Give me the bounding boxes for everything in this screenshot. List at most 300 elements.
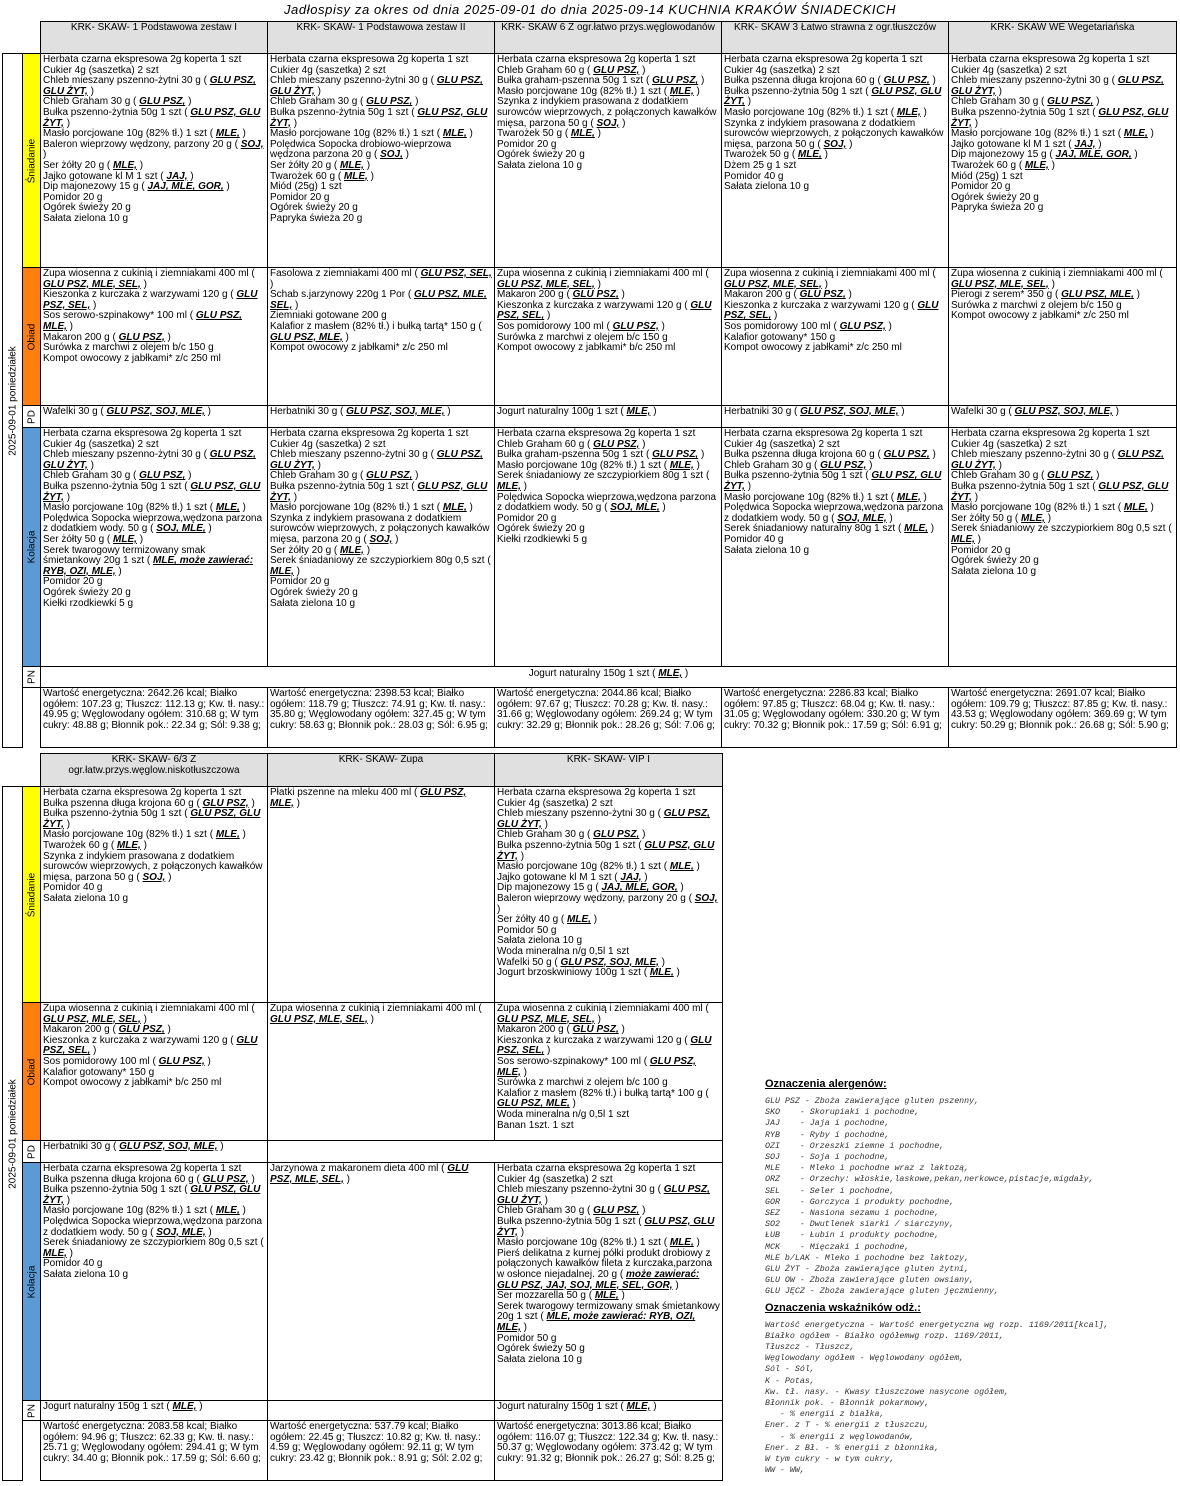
menu-item: Cukier 4g (saszetka) 2 szt [497,797,613,809]
menu-item: Pomidor 20 g [951,181,1011,193]
menu-item: Sałata zielona 10 g [497,935,583,947]
allergen-codes: SOJ, [240,138,264,150]
allergen-codes: MLE, [43,1247,67,1259]
menu-item: Herbatniki 30 g ( GLU PSZ, SOJ, MLE, ) [724,406,905,417]
allergen-codes: SOJ, MLE, [156,523,206,535]
menu-cell [495,787,723,1003]
menu-item: Bułka pszenno-żytnia 50g 1 szt ( GLU PSZ, GLU ŻYT, ) [270,480,488,503]
allergen-codes: GLU PSZ, SEL, [420,268,492,279]
menu-item: Chleb Graham 60 g ( GLU PSZ, ) [497,438,646,450]
menu-item: Sałata zielona 10 g [497,1353,583,1365]
allergen-codes: GLU PSZ, MLE, [1061,289,1134,301]
menu-item: Herbata czarna ekspresowa 2g koperta 1 szt [43,787,242,798]
menu-item: Bułka pszenno-żytnia 50g 1 szt ( GLU PSZ, GLU ŻYT, ) [497,839,715,862]
menu-item: Serek twarogowy termizowany smak śmietankowy 20g 1 szt ( MLE, może zawierać: RYB, OZI, MLE, ) [43,544,254,577]
allergen-codes: GLU PSZ, [572,1024,619,1036]
menu-cell [722,54,949,268]
menu-item: Ogórek świeży 20 g [43,202,131,214]
menu-item: Bułka pszenno-żytnia 50g 1 szt ( GLU PSZ, GLU ŻYT, ) [43,1184,261,1206]
allergen-codes: JAJ, [1074,138,1096,150]
menu-item: Kieszonka z kurczaka z warzywami 120 g ( GLU PSZ, SEL, ) [43,289,258,311]
allergen-codes: GLU PSZ, MLE, SEL, [270,1163,469,1185]
nutrition-cell: Wartość energetyczna: 2083.58 kcal; Białko ogółem: 94.96 g; Tłuszcz: 62.33 g; Kw. tł. nasy.: 25.71 g; Węglowodany ogółem: 294.41 g; W tym cukry: 34.40 g; Błonnik pok.: 17.59 g; Sól: 6.60 g; [41,1421,268,1481]
menu-item: Bułka pszenno-żytnia 50g 1 szt ( GLU PSZ, GLU ŻYT, ) [724,470,942,492]
menu-item: Cukier 4g (saszetka) 2 szt [43,438,159,450]
meal-row-pd [3,406,1177,428]
meal-label-pn: PN [23,1401,41,1421]
menu-item: Chleb mieszany pszenno-żytni 30 g ( GLU PSZ, GLU ŻYT, ) [497,808,710,830]
menu-item: Pomidor 40 g [724,170,784,182]
allergen-codes: GLU PSZ, GLU ŻYT, [497,808,710,830]
menu-item: Pomidor 20 g [43,576,103,588]
menu-item: Sos pomidorowy 100 ml ( GLU PSZ, ) [724,320,892,332]
menu-table-2 [2,753,723,1481]
meal-row-pd [3,1141,723,1163]
menu-item: Pomidor 50 g [497,924,557,936]
nutrition-cell: Wartość energetyczna: 537.79 kcal; Białko ogółem: 22.45 g; Tłuszcz: 10.82 g; Kw. tł. nasy.: 4.59 g; Węglowodany ogółem: 92.11 g; W tym cukry: 23.42 g; Błonnik pok.: 8.91 g; Sól: 2.02 g; [268,1421,495,1481]
allergen-codes: GLU PSZ, MLE, SEL, [951,278,1049,290]
menu-item: Ogórek świeży 50 g [497,1343,585,1355]
menu-item: Kompot owocowy z jabłkami* z/c 250 ml [724,342,902,354]
meal-label-kolacja: Kolacja [23,1163,41,1401]
menu-item: Miód (25g) 1 szt [951,170,1023,182]
menu-item: Bułka pszenna długa krojona 60 g ( GLU PSZ, ) [724,449,936,461]
menu-item: Pierogi z serem* 350 g ( GLU PSZ, MLE, ) [951,289,1140,301]
menu-item: Szynka z indykiem prasowana z dodatkiem surowców wieprzowych, z połączonych kawałków mięsa, parzona 20 g ( SOJ, ) [270,512,490,545]
menu-cell [268,1163,495,1401]
menu-item: Chleb mieszany pszenno-żytni 30 g ( GLU PSZ, GLU ŻYT, ) [951,75,1164,97]
menu-item: Cukier 4g (saszetka) 2 szt [724,64,840,76]
menu-item: Masło porcjowane 10g (82% tł.) 1 szt ( MLE, ) [43,128,246,140]
allergen-codes: MLE, [172,1401,197,1412]
menu-item: Wafelki 50 g ( GLU PSZ, SOJ, MLE, ) [497,956,666,968]
menu-item: Bułka pszenno-żytnia 50g 1 szt ( GLU PSZ, GLU ŻYT, ) [724,85,942,108]
allergen-codes: GLU PSZ, GLU ŻYT, [43,75,256,97]
date-cell [3,54,23,748]
allergen-codes: MLE, [567,914,591,926]
menu-item: Bułka pszenno-żytnia 50g 1 szt ( GLU PSZ, GLU ŻYT, ) [951,106,1169,129]
allergen-codes: GLU PSZ, [118,1024,165,1036]
menu-item: Sałata zielona 10 g [724,544,810,556]
menu-item: Wafelki 30 g ( GLU PSZ, SOJ, MLE, ) [43,406,212,417]
allergen-codes: GLU PSZ, SOJ, MLE, [1014,406,1113,417]
menu-item: Masło porcjowane 10g (82% tł.) 1 szt ( MLE, ) [497,459,700,471]
meal-row-kolacja [3,1163,723,1401]
menu-item: Pierś delikatna z kurnej półki produkt drobiowy z połączonych kawałków fileta z kurczaka,parzona w osłonce niejadalnej. 20 g ( może zawierać: GLU PSZ, JAJ, SOJ, MLE, SEL, GOR, ) [497,1247,713,1291]
menu-item: Szynka z indykiem prasowana z dodatkiem surowców wieprzowych, z połączonych kawałków mięsa, parzona 50 g ( SOJ, ) [43,850,263,883]
allergens-title: Oznaczenia alergenów: [765,1078,887,1090]
menu-item: Ogórek świeży 20 g [270,586,358,598]
allergen-codes: GLU PSZ, [1047,470,1094,482]
menu-item: Ogórek świeży 20 g [497,149,585,161]
allergen-codes: GLU PSZ, [366,470,413,482]
menu-item: Bułka pszenna długa krojona 60 g ( GLU PSZ, ) [43,1173,255,1185]
menu-item: Chleb Graham 30 g ( GLU PSZ, ) [270,470,419,482]
menu-item: Bułka pszenno-żytnia 50g 1 szt ( GLU PSZ, GLU ŻYT, ) [951,480,1169,503]
nutrition-cell: Wartość energetyczna: 2044.86 kcal; Białko ogółem: 97.67 g; Tłuszcz: 70.28 g; Kw. tł. nasy.: 31.66 g; Węglowodany ogółem: 269.24 g; W tym cukry: 32.29 g; Błonnik pok.: 28.26 g; Sól: 7.06 g; [495,688,722,748]
menu-item: Masło porcjowane 10g (82% tł.) 1 szt ( MLE, ) [951,502,1154,514]
allergen-codes: GLU PSZ, SEL, [43,289,258,311]
allergen-codes: MLE, [442,502,467,514]
allergen-codes: GLU PSZ, GLU ŻYT, [43,449,256,471]
menu-item: Ogórek świeży 20 g [43,586,131,598]
allergen-codes: MLE, [497,480,521,492]
menu-cell [495,1163,723,1401]
menu-cell [41,1003,268,1141]
menu-item: Kalafior z masłem (82% tł.) i bułką tartą* 150 g ( GLU PSZ, MLE, ) [270,320,482,343]
allergen-codes: MLE, może zawierać: RYB, OZI, MLE, [497,1311,696,1333]
menu-item: Zupa wiosenna z cukinią i ziemniakami 400 ml ( GLU PSZ, MLE, SEL, ) [43,268,255,290]
allergen-codes: MLE, [343,170,368,182]
menu-item: Surówka z marchwi z olejem b/c 150 g [43,342,214,354]
menu-item: Sałata zielona 10 g [43,1268,129,1280]
allergen-codes: GLU PSZ, GLU ŻYT, [497,839,715,862]
menu-item: Kalafior z masłem (82% tł.) i bułką tartą* 100 g ( GLU PSZ, MLE, ) [497,1087,709,1110]
allergen-codes: GLU PSZ, MLE, SEL, [270,289,487,311]
menu-item: Ser żółty 20 g ( MLE, ) [270,159,371,171]
menu-item: Pomidor 40 g [43,1258,103,1270]
allergen-codes: MLE, [1024,159,1049,171]
allergen-codes: SOJ, MLE, [610,502,660,514]
menu-item: Schab s.jarzynowy 220g 1 Por ( GLU PSZ, MLE, SEL, ) [270,289,487,311]
allergen-codes: SOJ, MLE, [837,512,887,524]
allergen-codes: GLU PSZ, GLU ŻYT, [270,75,483,97]
allergen-codes: GLU PSZ, MLE, SEL, [724,278,822,290]
menu-item: Papryka świeża 20 g [951,202,1044,214]
menu-item: Pomidor 40 g [43,882,103,894]
menu-item: Ogórek świeży 20 g [951,191,1039,203]
menu-cell [268,268,495,406]
menu-item: Herbata czarna ekspresowa 2g koperta 1 szt [497,1163,696,1174]
menu-item: Dżem 25 g 1 szt [724,159,797,171]
diet-header: KRK- SKAW- 1 Podstawowa zestaw I [41,22,268,54]
allergen-codes: JAJ, [166,170,188,182]
menu-item: Herbata czarna ekspresowa 2g koperta 1 szt [724,54,923,65]
menu-item: Ser żółty 50 g ( MLE, ) [951,512,1052,524]
menu-item: Bułka pszenna długa krojona 60 g ( GLU PSZ, ) [43,797,255,809]
menu-item: Twarożek 60 g ( MLE, ) [43,839,147,851]
diet-header: KRK- SKAW- 1 Podstawowa zestaw II [268,22,495,54]
menu-item: Kiełki rzodkiewki 5 g [497,533,588,545]
menu-item: Zupa wiosenna z cukinią i ziemniakami 400 ml ( GLU PSZ, MLE, SEL, ) [724,268,936,290]
meal-row-obiad [3,268,1177,406]
menu-item: Sałata zielona 10 g [43,892,129,904]
allergen-codes: GLU PSZ, GLU ŻYT, [270,480,488,503]
allergen-codes: MLE, [669,459,694,471]
menu-item: Dip majonezowy 15 g ( JAJ, MLE, GOR, ) [951,149,1138,161]
menu-item: Kalafior gotowany* 150 g [43,1066,155,1078]
menu-item: Zupa wiosenna z cukinią i ziemniakami 400 ml ( GLU PSZ, MLE, SEL, ) [951,268,1163,290]
menu-item: Dip majonezowy 15 g ( JAJ, MLE, GOR, ) [43,181,230,193]
menu-cell [268,428,495,667]
menu-item: Chleb Graham 30 g ( GLU PSZ, ) [724,459,873,471]
diet-header: KRK- SKAW- VIP I [495,754,723,787]
allergen-codes: MLE, [797,149,822,161]
allergen-codes: MLE, [669,861,694,873]
menu-cell [268,787,495,1003]
allergen-codes: MLE, [215,502,240,514]
meal-label-pn: PN [23,667,41,688]
nutrition-row [3,688,1177,748]
allergen-codes: GLU PSZ, [139,470,186,482]
allergen-codes: GLU PSZ, MLE, [43,310,242,332]
menu-cell [495,268,722,406]
allergen-codes: GLU PSZ, [883,449,930,461]
date-label: 2025-09-01 poniedziałek [7,345,18,456]
allergen-codes: GLU PSZ, [593,64,640,76]
allergen-codes: MLE, [340,544,364,556]
meal-row-pn [3,667,1177,688]
allergen-codes: GLU PSZ, [652,449,699,461]
menu-item: Cukier 4g (saszetka) 2 szt [951,64,1067,76]
menu-item: Ser żółty 50 g ( MLE, ) [43,533,144,545]
menu-item: Miód (25g) 1 szt [270,181,342,193]
menu-cell [268,1141,723,1163]
menu-item: Serek śniadaniowy naturalny 80g 1 szt ( MLE, ) [724,523,935,535]
meal-label-pd: PD [23,1141,41,1163]
menu-item: Kompot owocowy z jabłkami* z/c 250 ml [270,342,448,354]
menu-item: Ziemniaki gotowane 200 g [270,310,387,322]
menu-item: Pomidor 50 g [497,1332,557,1344]
allergen-codes: GLU PSZ, MLE, [497,1055,696,1078]
menu-item: Bułka pszenna długa krojona 60 g ( GLU PSZ, ) [724,75,936,87]
menu-item: Jogurt naturalny 150g 1 szt ( MLE, ) [497,1401,657,1412]
menu-item: Bułka pszenno-żytnia 50g 1 szt ( GLU PSZ, GLU ŻYT, ) [43,480,261,503]
menu-item: Twarożek 50 g ( MLE, ) [724,149,828,161]
allergen-codes: GLU PSZ, GLU ŻYT, [43,808,261,830]
allergen-codes: GLU PSZ, [202,1173,249,1185]
meal-row-pn [3,1401,723,1421]
menu-item: Herbata czarna ekspresowa 2g koperta 1 szt [951,54,1150,65]
menu-item: Makaron 200 g ( GLU PSZ, ) [497,1024,625,1036]
menu-item: Chleb Graham 30 g ( GLU PSZ, ) [43,96,192,108]
menu-item: Zupa wiosenna z cukinią i ziemniakami 400 ml ( GLU PSZ, MLE, SEL, ) [497,268,709,290]
menu-item: Herbata czarna ekspresowa 2g koperta 1 szt [497,428,696,439]
menu-item: Banan 1szt. 1 szt [497,1119,574,1131]
allergen-codes: SOJ, [369,533,393,545]
menu-item: Twarożek 60 g ( MLE, ) [270,170,374,182]
menu-item: Polędwica Sopocka wieprzowa,wędzona parzona z dodatkiem wody. 50 g ( SOJ, MLE, ) [43,1215,263,1238]
menu-item: Woda mineralna n/g 0,5l 1 szt [497,945,630,957]
menu-cell [41,406,268,428]
allergen-codes: GLU PSZ, SOJ, MLE, [106,406,205,417]
menu-item: Pomidor 20 g [497,512,557,524]
allergen-codes: MLE, [215,829,240,841]
menu-item: Chleb mieszany pszenno-żytni 30 g ( GLU PSZ, GLU ŻYT, ) [497,1184,710,1206]
diet-header: KRK- SKAW WE Wegetariańska [949,22,1177,54]
menu-item: Bułka pszenno-żytnia 50g 1 szt ( GLU PSZ, GLU ŻYT, ) [43,106,261,129]
allergen-codes: MLE, [1123,128,1148,140]
diet-header: KRK- SKAW- Zupa [268,754,495,787]
allergen-codes: MLE, [570,128,595,140]
menu-item: Kieszonka z kurczaka z warzywami 120 g ( GLU PSZ, SEL, ) [724,299,939,322]
menu-item: Bułka graham-pszenna 50g 1 szt ( GLU PSZ, ) [497,75,705,87]
allergen-codes: GLU PSZ, [883,75,930,87]
menu-item: Cukier 4g (saszetka) 2 szt [270,64,386,76]
menu-item: Masło porcjowane 10g (82% tł.) 1 szt ( MLE, ) [724,106,927,118]
menu-item: Polędwica Sopocka drobiowo-wieprzowa wędzona parzona 20 g ( SOJ, ) [270,138,452,161]
allergen-codes: GLU PSZ, [202,797,249,809]
menu-item: Pomidor 20 g [43,191,103,203]
allergen-codes: GLU PSZ, MLE, [497,1098,570,1110]
nutrition-cell: Wartość energetyczna: 3013.86 kcal; Białko ogółem: 116.07 g; Tłuszcz: 122.34 g; Kw. tł. nasy.: 50.37 g; Węglowodany ogółem: 373.42 g; W tym cukry: 91.32 g; Błonnik pok.: 26.27 g; Sól: 8.25 g; [495,1421,723,1481]
menu-item: Jajko gotowane kl M 1 szt ( JAJ, ) [497,871,648,883]
menu-item: Bułka graham-pszenna 50g 1 szt ( GLU PSZ, ) [497,449,705,461]
meal-label-sniadanie: Śniadanie [23,787,41,1003]
menu-item: Polędwica Sopocka wieprzowa,wędzona parzona z dodatkiem wody. 50 g ( SOJ, MLE, ) [43,512,263,535]
allergen-codes: GLU PSZ, GLU ŻYT, [951,106,1169,129]
allergen-codes: GLU PSZ, [799,289,846,301]
menu-item: Twarożek 60 g ( MLE, ) [951,159,1055,171]
allergen-codes: GLU PSZ, [652,75,699,87]
menu-item: Herbata czarna ekspresowa 2g koperta 1 szt [43,1163,242,1174]
indicators-title: Oznaczenia wskaźników odż.: [765,1301,921,1314]
menu-item: Ogórek świeży 20 g [497,523,585,535]
legend [762,1078,1172,1481]
menu-cell [949,54,1177,268]
date-cell [3,787,23,1481]
menu-item: Pomidor 20 g [270,191,330,203]
allergen-codes: GLU PSZ, GLU ŻYT, [951,75,1164,97]
menu-item: Kieszonka z kurczaka z warzywami 120 g ( GLU PSZ, SEL, ) [497,1034,712,1057]
menu-item: Sos serowo-szpinakowy* 100 ml ( GLU PSZ, MLE, ) [43,310,242,332]
menu-item: Szynka z indykiem prasowana z dodatkiem surowców wieprzowych, z połączonych kawałków mięsa, parzona 50 g ( SOJ, ) [497,96,717,129]
meal-label-obiad: Obiad [23,268,41,406]
diet-header: KRK- SKAW- 6/3 Z ogr.łatw.przys.węglow.niskotłuszczowa [41,754,268,787]
allergen-codes: GLU PSZ, [158,1055,205,1067]
menu-item: Jajko gotowane kl M 1 szt ( JAJ, ) [951,138,1102,150]
menu-item: Płatki pszenne na mleku 400 ml ( GLU PSZ, MLE, ) [270,787,467,809]
menu-item: Kalafior gotowany* 150 g [724,331,836,343]
menu-cell [41,1401,268,1421]
allergen-codes: GLU PSZ, GLU ŻYT, [270,449,483,471]
menu-item: Chleb Graham 30 g ( GLU PSZ, ) [497,829,646,841]
allergen-codes: SOJ, [380,149,403,161]
menu-item: Makaron 200 g ( GLU PSZ, ) [724,289,852,301]
allergen-codes: MLE, [594,1290,619,1302]
menu-item: Masło porcjowane 10g (82% tł.) 1 szt ( MLE, ) [497,861,700,873]
menu-item: Ser żółty 20 g ( MLE, ) [270,544,371,556]
allergen-codes: GLU PSZ, MLE, [270,331,343,343]
allergen-codes: GLU PSZ, SOJ, MLE, [560,956,659,968]
allergen-codes: MLE, [215,1205,240,1217]
allergen-codes: GLU PSZ, SEL, [724,299,939,322]
menu-item: Jogurt naturalny 100g 1 szt ( MLE, ) [497,406,657,417]
menu-item: Jajko gotowane kl M 1 szt ( JAJ, ) [43,170,194,182]
menu-item: Ogórek świeży 20 g [270,202,358,214]
menu-item: Cukier 4g (saszetka) 2 szt [724,438,840,450]
allergen-codes: MLE, [1123,502,1148,514]
menu-item: Masło porcjowane 10g (82% tł.) 1 szt ( MLE, ) [724,491,927,503]
menu-item: Serek śniadaniowy ze szczypiorkiem 80g 0,5 szt ( MLE, ) [270,555,491,577]
allergen-codes: GLU PSZ, [593,829,640,841]
menu-cell [268,1003,495,1141]
menu-item: Sos serowo-szpinakowy* 100 ml ( GLU PSZ, MLE, ) [497,1055,696,1078]
menu-item: Bułka pszenno-żytnia 50g 1 szt ( GLU PSZ, GLU ŻYT, ) [43,808,261,830]
date-label: 2025-09-01 poniedziałek [7,1078,18,1189]
menu-item: Serek śniadaniowy ze szczypiorkiem 80g 0,5 szt ( MLE, ) [43,1237,264,1259]
allergen-codes: GLU PSZ, MLE, SEL, [497,1013,595,1025]
menu-item: Kiełki rzodkiewki 5 g [43,597,134,609]
menu-item: Sałata zielona 10 g [43,212,129,224]
menu-item: Sos pomidorowy 100 ml ( GLU PSZ, ) [43,1055,211,1067]
allergen-codes: GLU PSZ, SOJ, MLE, [346,406,445,417]
allergen-codes: GLU PSZ, GLU ŻYT, [724,470,942,492]
allergen-codes: GLU PSZ, MLE, SEL, [497,278,595,290]
menu-item: Bułka pszenno-żytnia 50g 1 szt ( GLU PSZ, GLU ŻYT, ) [270,106,488,129]
menu-item: Zupa wiosenna z cukinią i ziemniakami 400 ml ( GLU PSZ, MLE, SEL, ) [270,1003,482,1025]
allergen-codes: MLE, [1021,512,1045,524]
nutrition-cell: Wartość energetyczna: 2691.07 kcal; Białko ogółem: 109.79 g; Tłuszcz: 87.85 g; Kw. tł. nasy.: 43.53 g; Węglowodany ogółem: 369.69 g; W tym cukry: 50.29 g; Błonnik pok.: 26.68 g; Sól: 5.90 g; [949,688,1177,748]
allergen-codes: GLU PSZ, GLU ŻYT, [43,106,261,129]
allergen-codes: SOJ, [142,871,166,883]
allergen-codes: SOJ, MLE, [156,1226,206,1238]
menu-cell [495,428,722,667]
menu-item: Herbata czarna ekspresowa 2g koperta 1 szt [951,428,1150,439]
menu-cell [495,406,722,428]
menu-item: Chleb Graham 30 g ( GLU PSZ, ) [951,470,1100,482]
menu-item: Jarzynowa z makaronem dieta 400 ml ( GLU PSZ, MLE, SEL, ) [270,1163,469,1185]
menu-item: Sałata zielona 10 g [724,181,810,193]
allergen-codes: GLU PSZ, GLU ŻYT, [951,480,1169,503]
allergen-codes: JAJ, MLE, GOR, [1055,149,1132,161]
menu-cell [722,268,949,406]
allergen-codes: JAJ, [620,871,642,883]
page-title: Jadłospisy za okres od dnia 2025-09-01 do dnia 2025-09-14 KUCHNIA KRAKÓW ŚNIADECKICH [283,2,897,17]
meal-row-obiad [3,1003,723,1141]
allergen-codes: GLU PSZ, SOJ, MLE, [800,406,899,417]
menu-cell [41,1163,268,1401]
allergen-codes: MLE, [904,523,928,535]
allergen-codes: MLE, [669,85,694,97]
allergen-codes: JAJ, MLE, GOR, [601,882,678,894]
indicators-list: Wartość energetyczna - Wartość energetyczna wg rozp. 1169/2011[kcal], Białko ogółem - Białko ogółemwg rozp. 1169/2011, Tłuszcz - Tłuszcz, Węglowodany ogółem - Węglowodany ogółem, Sól - Sól, K - Potas, Kw. tł. nasy. - Kwasy tłuszczowe nasycone ogółem, Błonnik pok. - Błonnik pokarmowy, - % energii z białka, Ener. z T - % energii z tłuszczu, - % energii z węglowodanów, Ener. z Bł. - % energii z błonnika, W tym cukry - w tym cukry, WW - WW, [765,1320,1109,1476]
menu-item: Sos pomidorowy 100 ml ( GLU PSZ, ) [497,320,665,332]
menu-item: Chleb Graham 30 g ( GLU PSZ, ) [43,470,192,482]
menu-item: Ser mozzarella 50 g ( MLE, ) [497,1290,625,1302]
allergen-codes: MLE, [951,533,975,545]
allergen-codes: MLE, [626,406,651,417]
meal-label-kolacja: Kolacja [23,428,41,667]
menu-item: Cukier 4g (saszetka) 2 szt [497,1173,613,1185]
menu-item: Kompot owocowy z jabłkami* z/c 250 ml [951,310,1129,322]
allergen-codes: GLU PSZ, [839,320,886,332]
allergen-codes: MLE, [649,967,674,979]
menu-item: Chleb mieszany pszenno-żytni 30 g ( GLU PSZ, GLU ŻYT, ) [270,75,483,97]
diet-header: KRK- SKAW 3 Łatwo strawna z ogr.tłuszczów [722,22,949,54]
allergen-codes: GLU PSZ, [139,96,186,108]
menu-cell [41,54,268,268]
menu-cell [41,787,268,1003]
allergen-codes: GLU PSZ, GLU ŻYT, [270,106,488,129]
menu-cell [949,268,1177,406]
nutrition-cell: Wartość energetyczna: 2398.53 kcal; Białko ogółem: 118.79 g; Tłuszcz: 74.91 g; Kw. tł. nasy.: 35.80 g; Węglowodany ogółem: 327.45 g; W tym cukry: 58.63 g; Błonnik pok.: 28.03 g; Sól: 6.95 g; [268,688,495,748]
nutrition-cell: Wartość energetyczna: 2286.83 kcal; Białko ogółem: 97.85 g; Tłuszcz: 68.04 g; Kw. tł. nasy.: 31.05 g; Węglowodany ogółem: 330.20 g; W tym cukry: 70.32 g; Błonnik pok.: 17.59 g; Sól: 6.91 g; [722,688,949,748]
menu-item: Herbata czarna ekspresowa 2g koperta 1 szt [724,428,923,439]
meal-row-sniadanie [3,54,1177,268]
menu-cell [495,1003,723,1141]
allergen-codes: MLE, [669,1237,694,1249]
menu-item: Pomidor 20 g [497,138,557,150]
allergen-codes: GLU PSZ, [366,96,413,108]
menu-cell [41,268,268,406]
menu-item: Herbatniki 30 g ( GLU PSZ, SOJ, MLE, ) [43,1141,224,1152]
menu-item: Pomidor 40 g [724,533,784,545]
menu-item: Baleron wieprzowy wędzony, parzony 20 g ( SOJ, ) [43,138,264,161]
allergen-codes: GLU PSZ, SEL, [497,1034,712,1057]
allergen-codes: SOJ, [823,138,847,150]
menu-item: Herbatniki 30 g ( GLU PSZ, SOJ, MLE, ) [270,406,451,417]
